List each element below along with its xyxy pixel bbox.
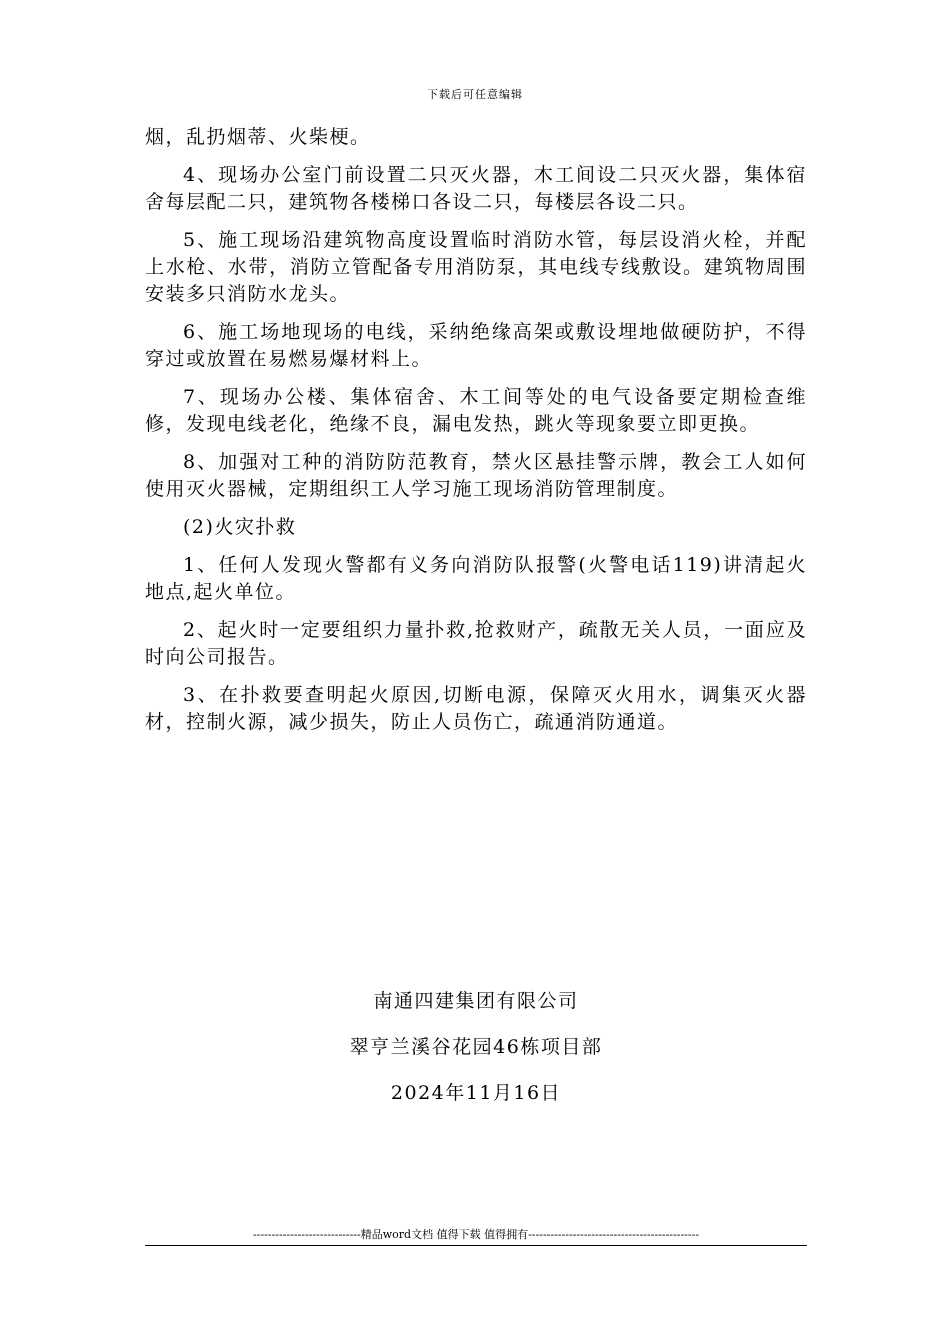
paragraph-item-7: 7、现场办公楼、集体宿舍、木工间等处的电气设备要定期检查维修，发现电线老化，绝缘不良，漏电发热，跳火等现象要立即更换。 [145, 386, 807, 435]
page-footer: -----------------------------精品word文档 值得下载 值得拥有---------------------------------------------- [252, 1228, 700, 1241]
paragraph-item-5: 5、施工现场沿建筑物高度设置临时消防水管，每层设消火栓，并配上水枪、水带，消防立管配备专用消防泵，其电线专线敷设。建筑物周围安装多只消防水龙头。 [145, 229, 807, 305]
paragraph-item-4: 4、现场办公室门前设置二只灭火器，木工间设二只灭火器，集体宿舍每层配二只，建筑物各楼梯口各设二只，每楼层各设二只。 [145, 164, 807, 213]
footer-divider [145, 1245, 807, 1246]
signature-date: 2024年11月16日 [390, 1082, 562, 1104]
paragraph-fire-item-3: 3、在扑救要查明起火原因,切断电源，保障灭火用水，调集灭火器材，控制火源，减少损失，防止人员伤亡，疏通消防通道。 [145, 684, 807, 733]
section-heading-fire-fighting: (2)火灾扑救 [183, 516, 297, 538]
paragraph-fire-item-1: 1、任何人发现火警都有义务向消防队报警(火警电话119)讲清起火地点,起火单位。 [145, 554, 807, 603]
paragraph-fire-item-2: 2、起火时一定要组织力量扑救,抢救财产，疏散无关人员，一面应及时向公司报告。 [145, 619, 807, 668]
paragraph-continuation: 烟，乱扔烟蒂、火柴梗。 [145, 126, 371, 148]
document-body [145, 124, 807, 747]
signature-project: 翠亨兰溪谷花园46栋项目部 [349, 1036, 603, 1058]
paragraph-item-8: 8、加强对工种的消防防范教育，禁火区悬挂警示牌，教会工人如何使用灭火器械，定期组织工人学习施工现场消防管理制度。 [145, 451, 807, 500]
signature-company: 南通四建集团有限公司 [373, 990, 579, 1012]
page-header: 下载后可任意编辑 [427, 88, 523, 101]
signature-block [145, 988, 807, 1126]
paragraph-item-6: 6、施工场地现场的电线，采纳绝缘高架或敷设埋地做硬防护，不得穿过或放置在易燃易爆材料上。 [145, 321, 807, 370]
